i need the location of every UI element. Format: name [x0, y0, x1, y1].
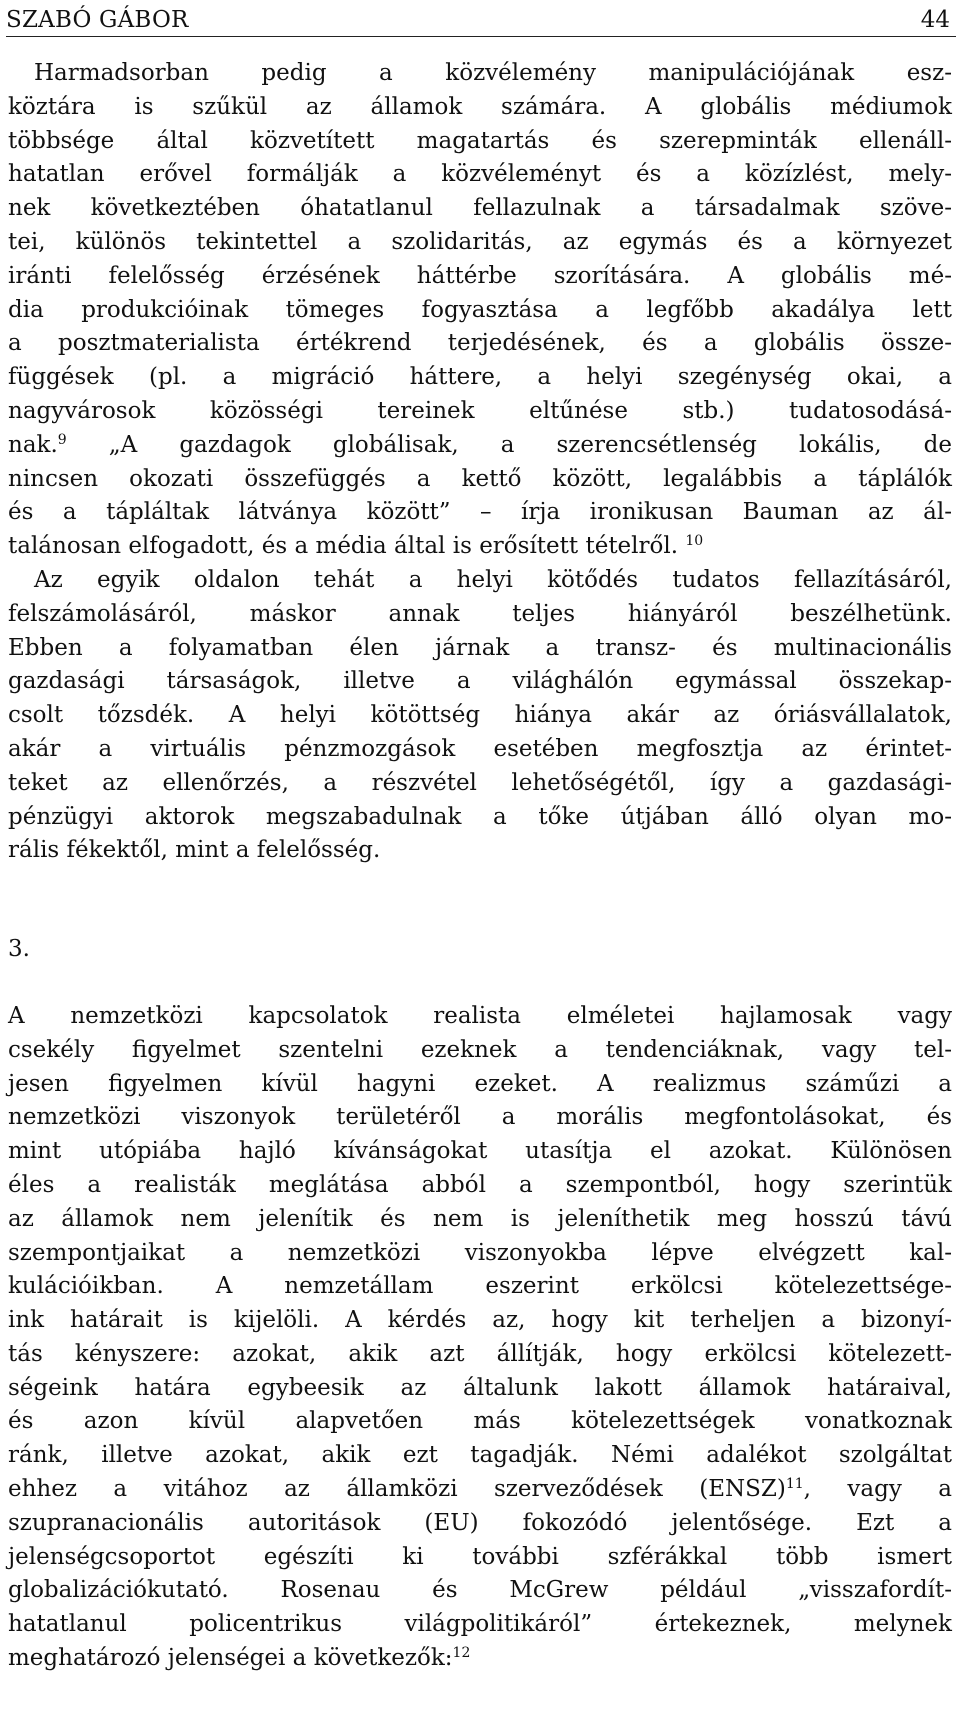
text-line: dia produkcióinak tömeges fogyasztása a legfőbb akadálya lett [8, 296, 952, 323]
text-line: ránk, illetve azokat, akik ezt tagadják. Némi adalékot szolgáltat [8, 1442, 952, 1469]
text-line: pénzügyi aktorok megszabadulnak a tőke útjában álló olyan mo- [8, 803, 952, 830]
footnote-marker: 9 [57, 431, 67, 448]
text-line: tás kényszere: azokat, akik azt állítják, hogy erkölcsi kötelezett- [8, 1340, 952, 1367]
text-line: hatatlan erővel formálják a közvéleményt és a közízlést, mely- [8, 161, 952, 188]
text-line: rális fékektől, mint a felelősség. [8, 837, 381, 864]
text-line: hatatlanul policentrikus világpolitikáról” értekeznek, melynek [8, 1611, 952, 1638]
running-head [6, 6, 956, 37]
text-line: ink határait is kijelöli. A kérdés az, hogy kit terheljen a bizonyí- [8, 1307, 952, 1334]
text-line: nemzetközi viszonyok területéről a morális megfontolásokat, és [8, 1104, 952, 1131]
page-number: 44 [920, 7, 950, 33]
text-line: nek következtében óhatatlanul fellazulnak a társadalmak szöve- [8, 195, 952, 222]
text-line [8, 1642, 952, 1676]
text-fragment: talánosan elfogadott, és a média által is erősített tételről. [8, 533, 686, 560]
text-line: teket az ellenőrzés, a részvétel lehetőségétől, így a gazdasági- [8, 769, 952, 796]
text-line: az államok nem jelenítik és nem is jeleníthetik meg hosszú távú [8, 1205, 952, 1232]
text-line: tei, különös tekintettel a szolidaritás, az egymás és a környezet [8, 228, 952, 255]
text-line [8, 429, 952, 463]
text-line: nagyvárosok közösségi tereinek eltűnése stb.) tudatosodásá- [8, 397, 952, 424]
text-line: függések (pl. a migráció háttere, a helyi szegénység okai, a [8, 364, 952, 391]
text-line: szempontjaikat a nemzetközi viszonyokba lépve elvégzett kal- [8, 1239, 952, 1266]
text-line: és azon kívül alapvetően más kötelezettségek vonatkoznak [8, 1408, 952, 1435]
text-line [8, 1473, 952, 1507]
footnote-marker: 12 [452, 1645, 471, 1662]
text-line: Ebben a folyamatban élen járnak a transz- és multinacionális [8, 634, 952, 661]
text-line: A nemzetközi kapcsolatok realista elméletei hajlamosak vagy [8, 1002, 952, 1029]
text-line: a posztmaterialista értékrend terjedésének, és a globális össze- [8, 330, 952, 357]
footnote-marker: 11 [785, 1476, 804, 1493]
text-line [8, 530, 952, 564]
text-line: akár a virtuális pénzmozgások esetében megfosztja az érintet- [8, 735, 952, 762]
section-number: 3. [8, 936, 30, 963]
text-line: globalizációkutató. Rosenau és McGrew például „visszafordít- [8, 1577, 952, 1604]
text-line: gazdasági társaságok, illetve a világhálón egymással összekap- [8, 668, 952, 695]
text-line: kulációikban. A nemzetállam eszerint erkölcsi kötelezettsége- [8, 1273, 952, 1300]
text-line: csolt tőzsdék. A helyi kötöttség hiánya akár az óriásvállalatok, [8, 702, 952, 729]
text-fragment: meghatározó jelenségei a következők: [8, 1645, 453, 1672]
text-fragment: ehhez a vitához az államközi szerveződések (ENSZ) [8, 1476, 786, 1503]
text-line: Harmadsorban pedig a közvélemény manipulációjának esz- [34, 60, 952, 86]
text-line: nincsen okozati összefüggés a kettő között, legalábbis a táplálók [8, 465, 952, 492]
text-line: csekély figyelmet szentelni ezeknek a tendenciáknak, vagy tel- [8, 1036, 952, 1063]
text-line: Az egyik oldalon tehát a helyi kötődés tudatos fellazításáról, [34, 566, 952, 593]
text-line: szupranacionális autoritások (EU) fokozódó jelentősége. Ezt a [8, 1509, 952, 1536]
text-fragment: „A gazdagok globálisak, a szerencsétlenség lokális, de [66, 431, 952, 458]
text-line: éles a realisták meglátása abból a szempontból, hogy szerintük [8, 1171, 952, 1198]
text-fragment: , vagy a [803, 1476, 952, 1503]
text-line: mint utópiába hajló kívánságokat utasítja el azokat. Különösen [8, 1138, 952, 1165]
footnote-marker: 10 [685, 533, 704, 550]
text-line: és a tápláltak látványa között” – írja ironikusan Bauman az ál- [8, 499, 952, 526]
text-line: többsége által közvetített magatartás és szerepminták ellenáll- [8, 127, 952, 154]
text-line: jesen figyelmen kívül hagyni ezeket. A realizmus száműzi a [8, 1070, 952, 1097]
text-line: felszámolásáról, máskor annak teljes hiányáról beszélhetünk. [8, 600, 952, 627]
running-head-author: SZABÓ GÁBOR [6, 7, 189, 33]
text-fragment: nak. [8, 431, 58, 458]
text-line: jelenségcsoportot egészíti ki további szférákkal több ismert [8, 1543, 952, 1570]
text-line: köztára is szűkül az államok számára. A globális médiumok [8, 93, 952, 120]
text-line: ségeink határa egybeesik az általunk lakott államok határaival, [8, 1374, 952, 1401]
text-line: iránti felelősség érzésének háttérbe szorítására. A globális mé- [8, 262, 952, 289]
body-text [8, 57, 952, 1676]
